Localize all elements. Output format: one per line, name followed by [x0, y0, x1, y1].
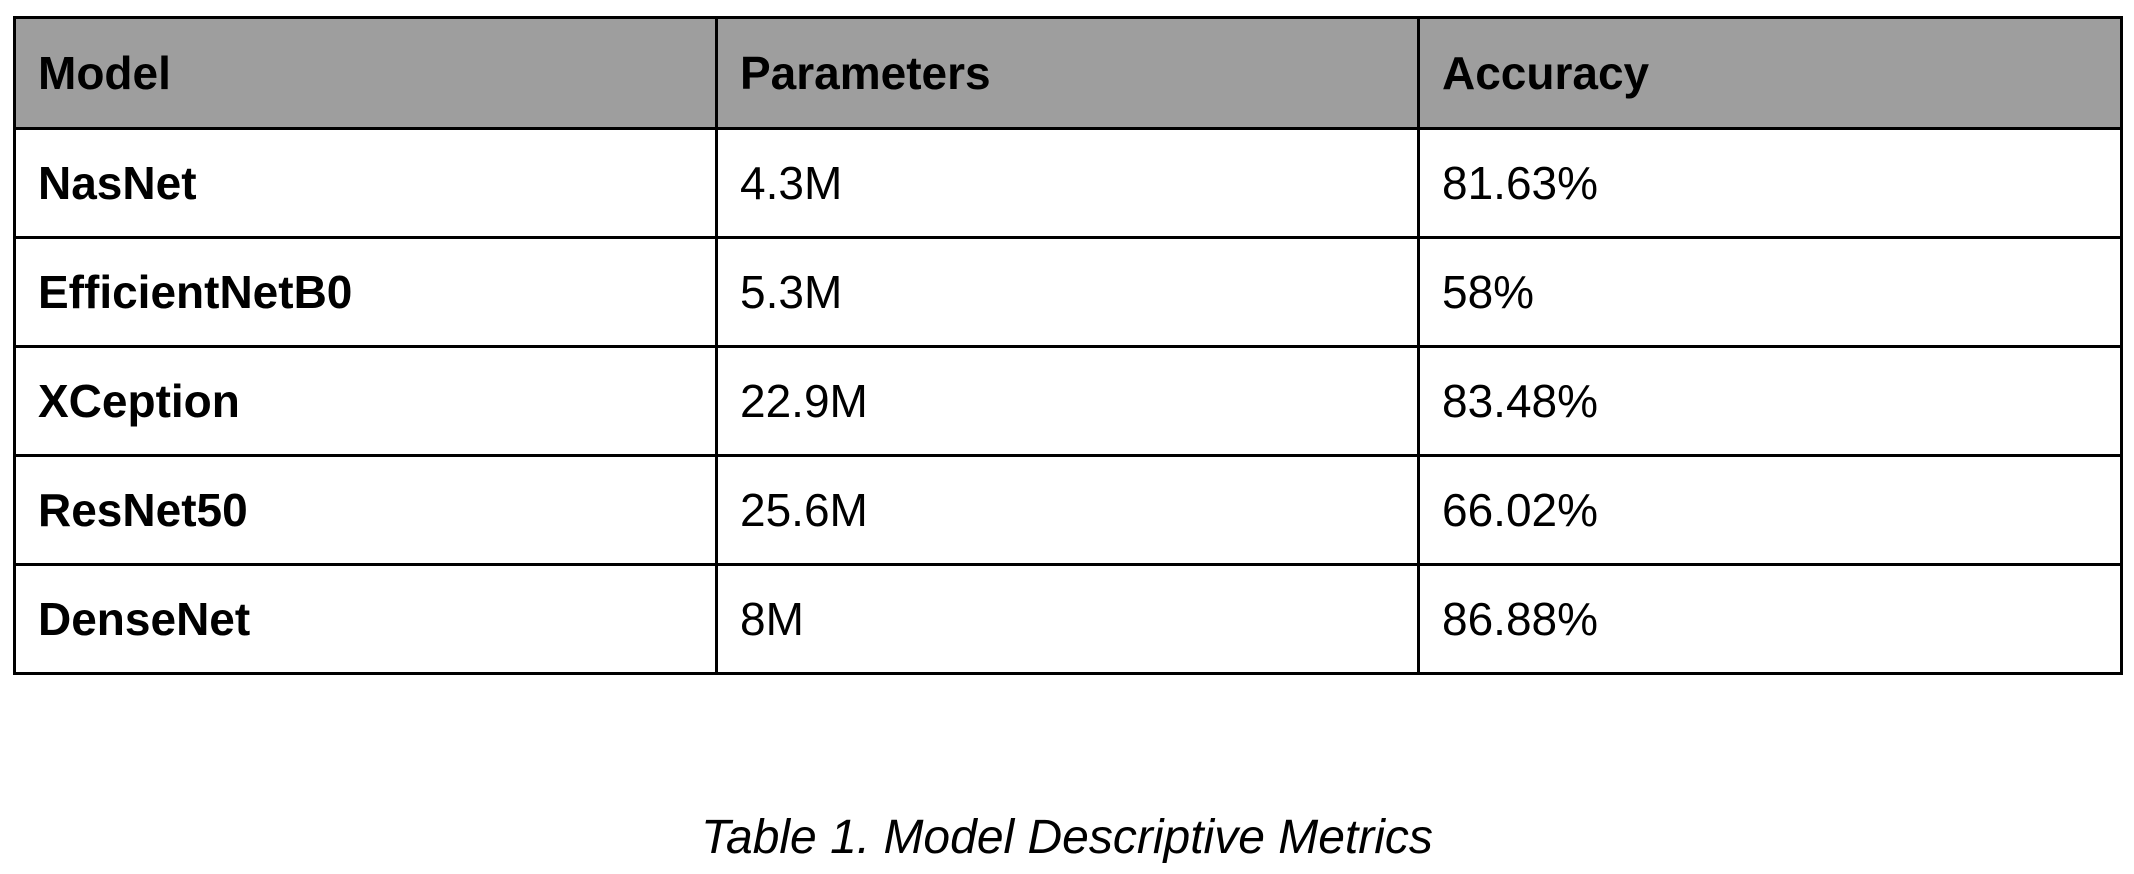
model-name-cell: DenseNet: [15, 565, 717, 674]
header-parameters: Parameters: [717, 18, 1419, 129]
accuracy-cell: 86.88%: [1419, 565, 2122, 674]
accuracy-cell: 66.02%: [1419, 456, 2122, 565]
header-model: Model: [15, 18, 717, 129]
model-name-cell: ResNet50: [15, 456, 717, 565]
parameters-cell: 4.3M: [717, 129, 1419, 238]
accuracy-cell: 83.48%: [1419, 347, 2122, 456]
table-row: [15, 456, 2122, 565]
parameters-cell: 25.6M: [717, 456, 1419, 565]
accuracy-cell: 81.63%: [1419, 129, 2122, 238]
accuracy-cell: 58%: [1419, 238, 2122, 347]
model-metrics-table: [13, 16, 2123, 675]
model-name-cell: EfficientNetB0: [15, 238, 717, 347]
parameters-cell: 5.3M: [717, 238, 1419, 347]
model-name-cell: XCeption: [15, 347, 717, 456]
table-row: [15, 129, 2122, 238]
table-row: [15, 565, 2122, 674]
table-header-row: [15, 18, 2122, 129]
model-name-cell: NasNet: [15, 129, 717, 238]
table-row: [15, 347, 2122, 456]
table-caption: Table 1. Model Descriptive Metrics: [701, 811, 1433, 864]
table-row: [15, 238, 2122, 347]
parameters-cell: 22.9M: [717, 347, 1419, 456]
header-accuracy: Accuracy: [1419, 18, 2122, 129]
metrics-table-container: [13, 16, 2120, 675]
parameters-cell: 8M: [717, 565, 1419, 674]
